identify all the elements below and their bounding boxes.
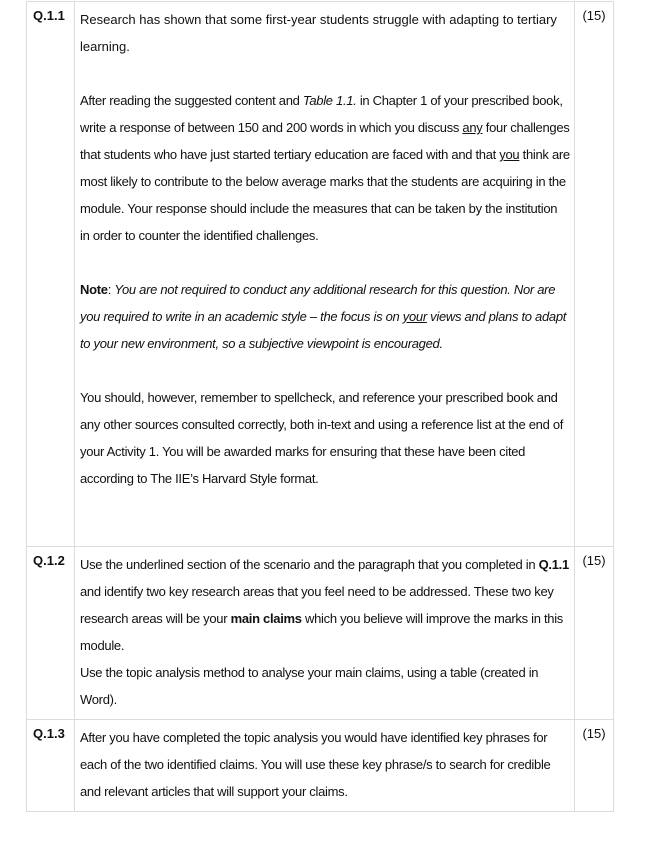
question-row-q1-3 [27,720,614,812]
question-body [75,547,575,720]
underlined-word: any [462,120,483,135]
question-number: Q.1.1 [27,2,75,547]
paragraph: Use the underlined section of the scenario and the paragraph that you completed in Q.1.1 and identify two key research areas that you feel need to be addressed. These two key research areas will be your main claims which you believe will improve the marks in this module. [80,557,569,653]
question-number: Q.1.3 [27,720,75,812]
question-number: Q.1.2 [27,547,75,720]
table-reference: Table 1.1. [302,93,357,108]
questions-table [26,1,614,812]
marks: (15) [575,547,614,720]
marks: (15) [575,2,614,547]
paragraph: Research has shown that some first-year students struggle with adapting to tertiary learning. [80,12,557,54]
paragraph: After reading the suggested content and Table 1.1. in Chapter 1 of your prescribed book, write a response of between 150 and 200 words in which you discuss any four challenges that students who have just started tertiary education are faced with and that you think are most likely to contribute to the below average marks that the students are acquiring in the module. Your response should include the measures that can be taken by the institution in order to counter the identified challenges. [80,93,570,243]
bold-phrase: main claims [230,611,302,626]
paragraph: After you have completed the topic analysis you would have identified key phrases for each of the two identified claims. You will use these key phrase/s to search for credible and relevant articles that will support your claims. [80,730,551,799]
marks: (15) [575,720,614,812]
question-reference: Q.1.1 [538,557,569,572]
question-row-q1-1 [27,2,614,547]
question-row-q1-2 [27,547,614,720]
question-body [75,2,575,547]
note-paragraph: Note: You are not required to conduct any additional research for this question. Nor are you required to write in an academic style – the focus is on your views and plans to adapt to your new environment, so a subjective viewpoint is encouraged. [80,282,567,351]
underlined-word: your [402,309,427,324]
underlined-word: you [499,147,520,162]
paragraph: Use the topic analysis method to analyse your main claims, using a table (created in Word). [80,665,539,707]
paragraph: You should, however, remember to spellcheck, and reference your prescribed book and any other sources consulted correctly, both in-text and using a reference list at the end of your Activity 1. You will be awarded marks for ensuring that these have been cited according to The IIE’s Harvard Style format. [80,390,564,486]
question-body [75,720,575,812]
note-label: Note [80,282,108,297]
